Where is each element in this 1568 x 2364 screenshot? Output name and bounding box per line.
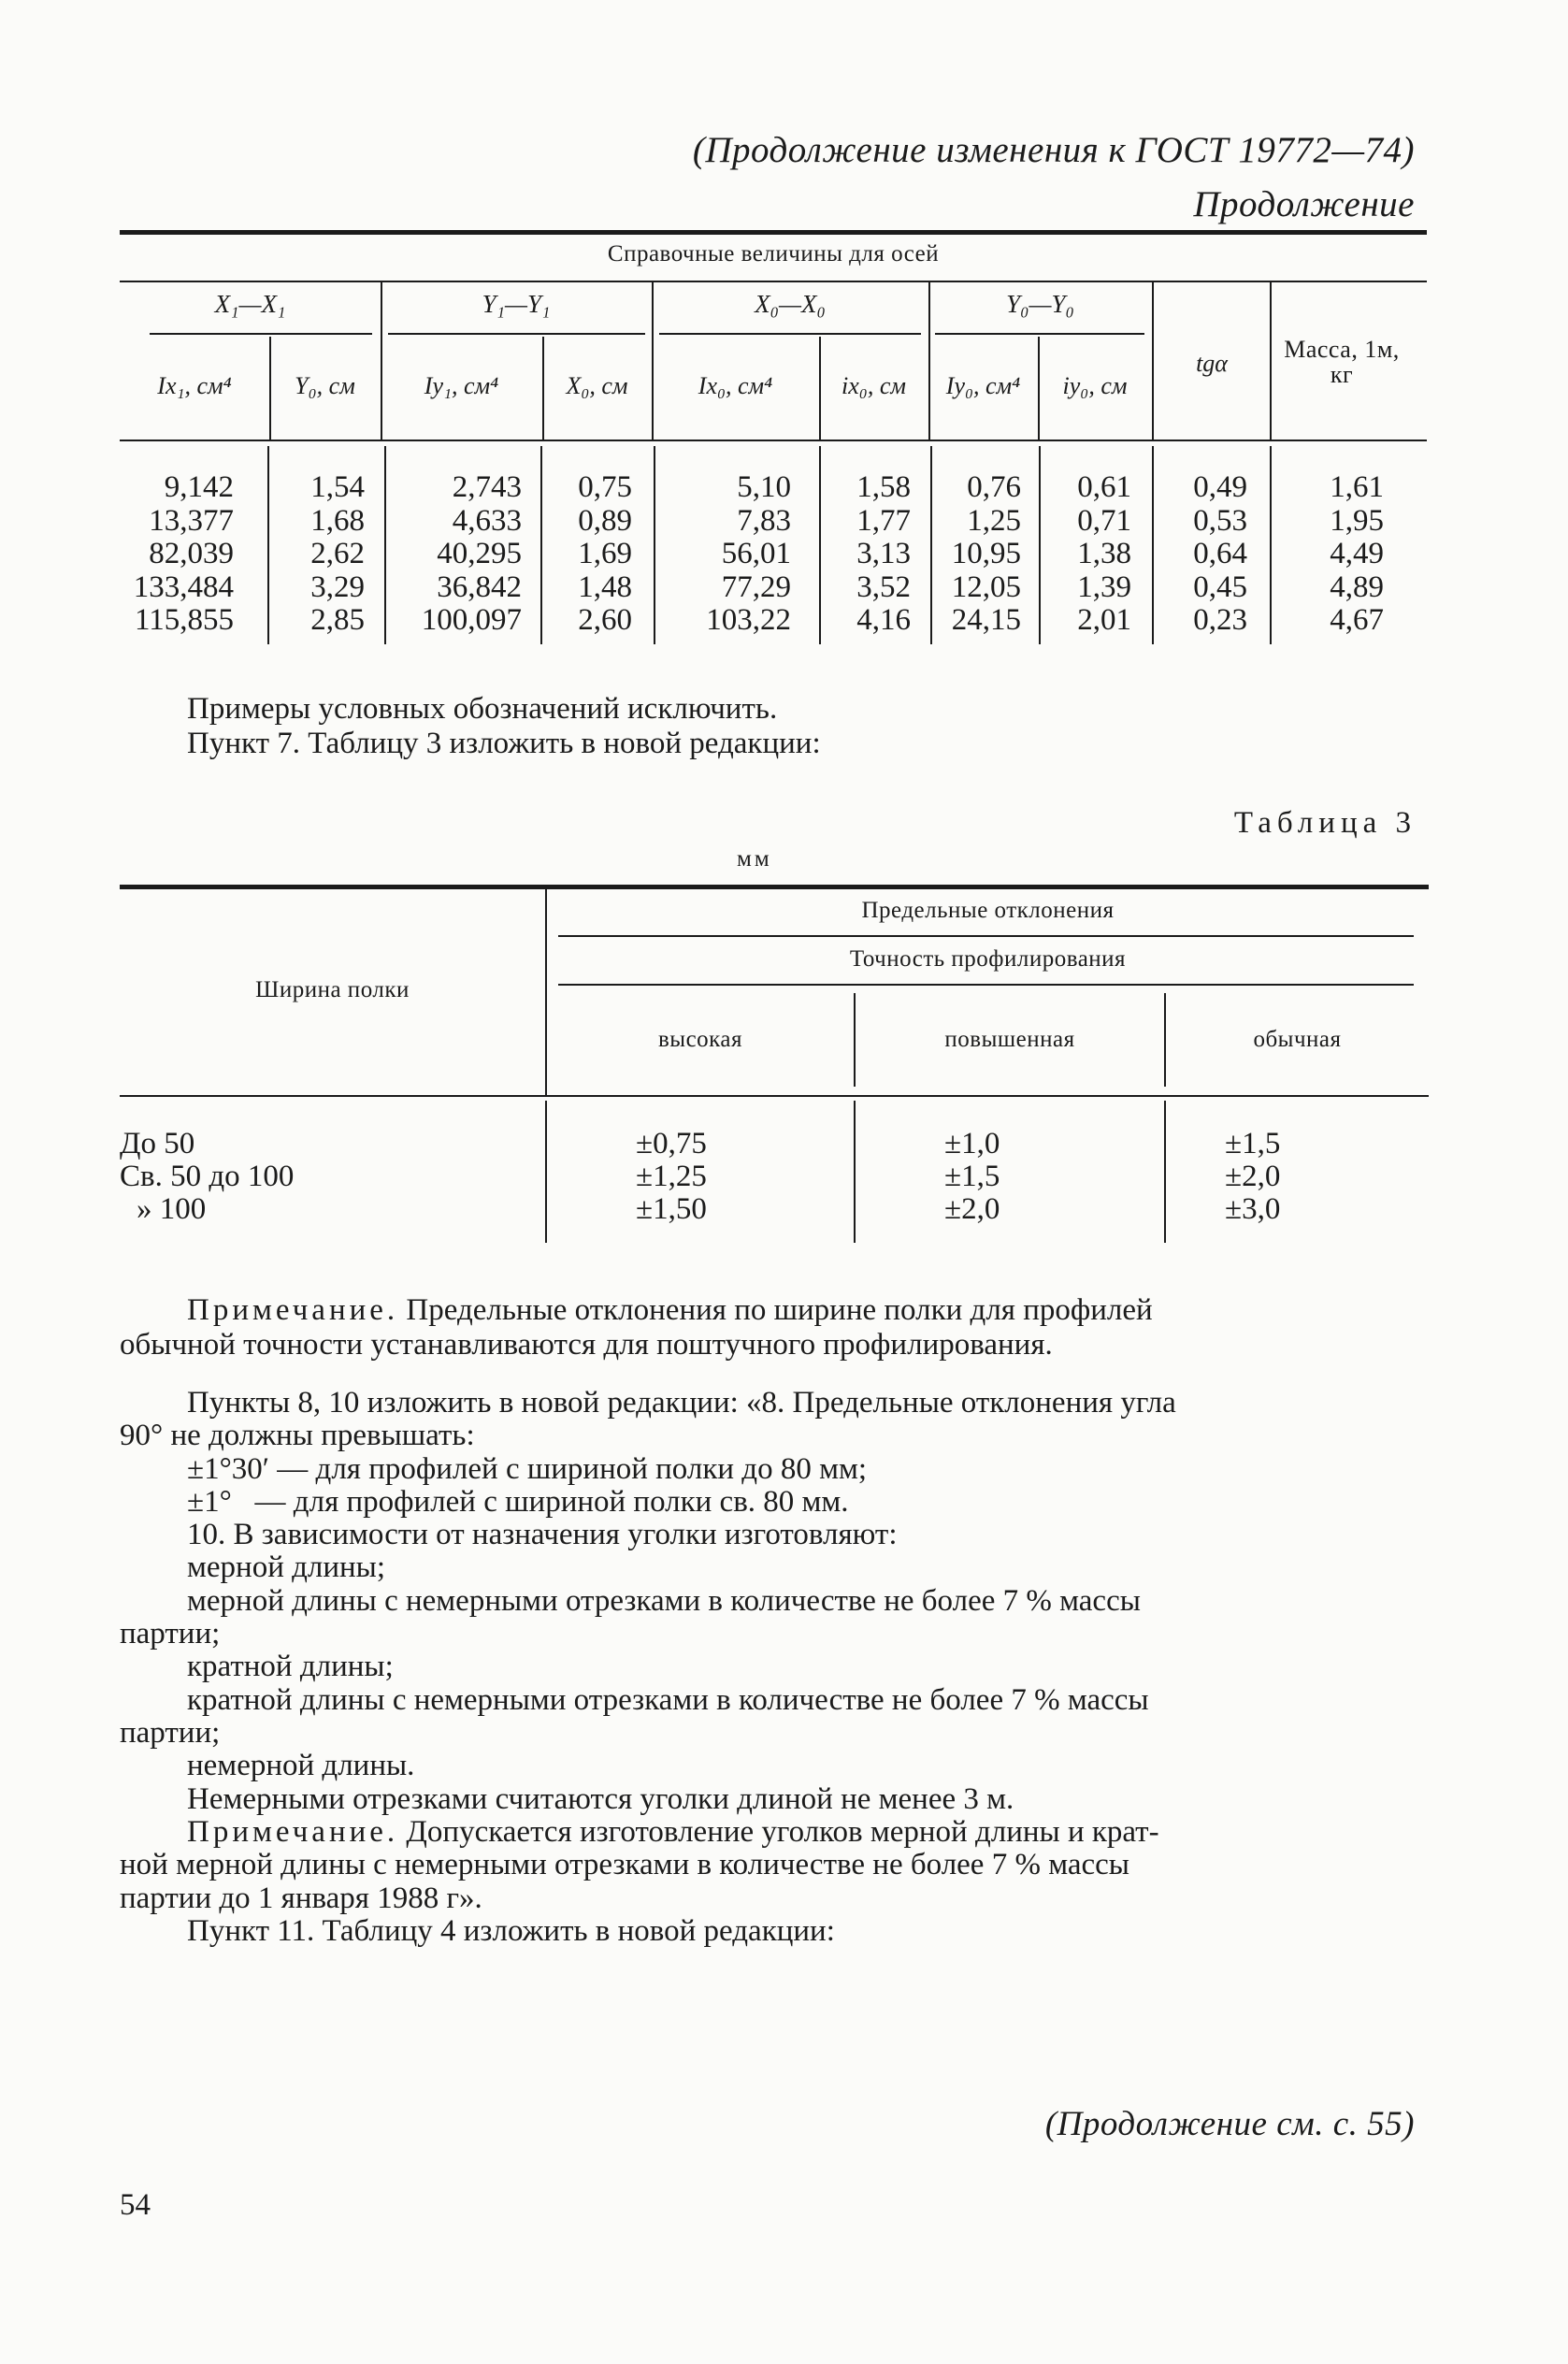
paragraph-examples-removed: Примеры условных обозначений исключить. [187, 692, 778, 726]
item-unmeasured-length: немерной длины. [187, 1749, 415, 1782]
table-cell: 1,38 [1077, 537, 1131, 570]
data-column-ix1 [112, 471, 234, 638]
accuracy-normal: обычная [1253, 1027, 1342, 1052]
table-cell: 2,62 [310, 537, 365, 570]
note1-line2: обычной точности устанавливаются для поштучного профилирования. [120, 1328, 1053, 1362]
table3-label: Таблица 3 [1233, 806, 1417, 840]
table-cell: ±1,0 [944, 1127, 1000, 1160]
col-iy0-moment: Iy₀, см⁴ [945, 372, 1021, 399]
item-measured-with-offcuts-cont: партии; [120, 1617, 221, 1650]
table3-unit: мм [737, 846, 772, 872]
group-underline [659, 333, 921, 335]
table-cell: 2,85 [310, 603, 365, 637]
continuation-title: (Продолжение изменения к ГОСТ 19772—74) [692, 130, 1415, 170]
item-measured-with-offcuts: мерной длины с немерными отрезками в количестве не более 7 % массы [187, 1584, 1141, 1618]
accuracy-high: высокая [657, 1027, 743, 1052]
table-row-label: » 100 [137, 1192, 207, 1226]
table3-divider [1164, 1101, 1166, 1243]
table3-header-rule [120, 1095, 1429, 1097]
table3-top-rule [120, 885, 1429, 889]
table3-divider [545, 1101, 547, 1243]
table-cell: ±2,0 [1225, 1160, 1281, 1193]
page-number: 54 [120, 2188, 151, 2222]
table3-divider [854, 1101, 856, 1243]
table-cell: 77,29 [721, 569, 791, 604]
table-cell: 36,842 [437, 569, 522, 604]
table-cell: 0,64 [1193, 537, 1247, 570]
table-cell: 4,16 [856, 603, 911, 637]
table-cell: 4,633 [452, 503, 522, 538]
data-column-mass [1290, 471, 1384, 638]
footer-continuation: (Продолжение см. с. 55) [1044, 2105, 1415, 2143]
table-cell: 103,22 [706, 603, 791, 637]
table-cell: 1,61 [1330, 470, 1384, 504]
table-cell: 3,52 [856, 569, 911, 604]
values-increased [944, 1128, 1000, 1226]
table-cell: 5,10 [737, 470, 791, 504]
table1-divider [654, 446, 655, 644]
paragraph-tolerance-1: ±1°30′ — для профилей с шириной полки до 80 мм; [187, 1452, 867, 1486]
table-cell: 4,49 [1330, 537, 1384, 570]
data-column-x0 [548, 471, 632, 638]
table-cell: 0,61 [1077, 470, 1131, 504]
table-cell: ±1,5 [1225, 1127, 1281, 1160]
table-cell: 9,142 [164, 470, 234, 504]
table-cell: 0,75 [578, 470, 632, 504]
table-cell: 12,05 [951, 569, 1021, 604]
table1-divider [267, 446, 269, 644]
note2-line3: партии до 1 января 1988 г». [120, 1881, 482, 1915]
table-cell: 0,71 [1077, 503, 1131, 538]
table-cell: ±3,0 [1225, 1192, 1281, 1226]
table-cell: 2,01 [1077, 603, 1131, 637]
table-cell: ±1,25 [636, 1160, 707, 1193]
paragraph-clauses-8-10: Пункты 8, 10 изложить в новой редакции: «8. Предельные отклонения угла [187, 1386, 1176, 1420]
header-deviations: Предельные отклонения [861, 898, 1115, 923]
group-x1: X₁—X₁ [214, 290, 286, 318]
paragraph-tolerance-2: ±1° — для профилей с шириной полки св. 80 мм. [187, 1485, 849, 1519]
table1-top-rule [120, 230, 1427, 235]
paragraph-clause-11: Пункт 11. Таблицу 4 изложить в новой редакции: [187, 1914, 835, 1948]
col-x0: X₀, см [566, 372, 628, 399]
table-cell: 133,484 [133, 569, 234, 604]
note2-line2: ной мерной длины с немерными отрезками в количестве не более 7 % массы [120, 1848, 1129, 1881]
table1-caption: Справочные величины для осей [607, 241, 940, 267]
group-y1: Y₁—Y₁ [482, 290, 551, 318]
table-cell: 100,097 [421, 603, 522, 637]
table-row-label: До 50 [120, 1127, 195, 1160]
data-column-iy0-moment [933, 471, 1021, 638]
group-underline [935, 333, 1144, 335]
values-normal [1225, 1128, 1280, 1226]
col-flange-width: Ширина полки [255, 977, 410, 1002]
table-cell: 0,89 [578, 503, 632, 538]
paragraph-clause-10: 10. В зависимости от назначения уголки изготовляют: [187, 1518, 898, 1551]
table-cell: 1,69 [578, 537, 632, 570]
table1-divider [1270, 446, 1272, 644]
note1-label: Примечание. [187, 1293, 399, 1327]
table-cell: ±2,0 [944, 1192, 1000, 1226]
data-column-iy0-radius [1043, 471, 1131, 638]
table-cell: 1,77 [856, 503, 911, 538]
table-cell: 2,743 [452, 470, 522, 504]
table1-divider [384, 446, 386, 644]
table-cell: 2,60 [578, 603, 632, 637]
table-cell: 4,67 [1330, 603, 1384, 637]
continuation-label: Продолжение [1193, 184, 1415, 224]
table-cell: 40,295 [437, 537, 522, 570]
item-measured-length: мерной длины; [187, 1550, 386, 1584]
table3-inner-rule [558, 984, 1414, 986]
table1-divider [1039, 446, 1041, 644]
table1-divider [1270, 282, 1272, 440]
table-cell: 115,855 [134, 603, 234, 637]
paragraph-clauses-8-10-cont: 90° не должны превышать: [120, 1419, 475, 1452]
table1-divider [819, 446, 821, 644]
width-rows [120, 1128, 294, 1226]
note1-line1 [187, 1293, 1153, 1328]
col-ix1: Ix₁, см⁴ [157, 372, 232, 399]
note2-label: Примечание. [187, 1815, 399, 1849]
table-cell: 1,58 [856, 470, 911, 504]
table-cell: 7,83 [737, 503, 791, 538]
table3-inner-rule [558, 935, 1414, 937]
table-cell: 3,29 [310, 569, 365, 604]
table-cell: ±0,75 [636, 1127, 707, 1160]
table-cell: 56,01 [721, 537, 791, 570]
item-multiple-with-offcuts: кратной длины с немерными отрезками в количестве не более 7 % массы [187, 1683, 1149, 1717]
table1-divider [930, 446, 932, 644]
table-cell: 0,45 [1193, 569, 1247, 604]
data-column-ix0-moment [660, 471, 791, 638]
group-x0: X₀—X₀ [755, 290, 826, 318]
table-cell: 1,68 [310, 503, 365, 538]
item-multiple-length: кратной длины; [187, 1650, 394, 1683]
col-ix0-radius: ix₀, см [842, 372, 906, 399]
note1-text: Предельные отклонения по ширине полки для профилей [398, 1293, 1153, 1327]
note2-text: Допускается изготовление уголков мерной длины и крат- [398, 1815, 1159, 1849]
data-column-iy1 [391, 471, 522, 638]
table-cell: 3,13 [856, 537, 911, 570]
table-cell: 1,39 [1077, 569, 1131, 604]
accuracy-increased: повышенная [944, 1027, 1075, 1052]
table-cell: 0,76 [967, 470, 1021, 504]
table-cell: 10,95 [951, 537, 1021, 570]
col-mass: Масса, 1м, кг [1284, 336, 1400, 388]
group-underline [388, 333, 645, 335]
table-cell: 1,48 [578, 569, 632, 604]
paragraph-offcuts-definition: Немерными отрезками считаются уголки длиной не менее 3 м. [187, 1782, 1014, 1816]
item-multiple-with-offcuts-cont: партии; [120, 1716, 221, 1750]
note2-line1 [187, 1815, 1159, 1850]
table-cell: 0,53 [1193, 503, 1247, 538]
table-cell: ±1,50 [636, 1192, 707, 1226]
table-cell: 4,89 [1330, 569, 1384, 604]
col-ix0-moment: Ix₀, см⁴ [698, 372, 773, 399]
paragraph-clause-7: Пункт 7. Таблицу 3 изложить в новой редакции: [187, 727, 821, 760]
table-row-label: Св. 50 до 100 [120, 1160, 295, 1193]
col-iy0-radius: iy₀, см [1062, 372, 1128, 399]
table1-caption-rule [120, 281, 1427, 282]
table-cell: 0,49 [1193, 470, 1247, 504]
table-cell: ±1,5 [944, 1160, 1000, 1193]
table-cell: 24,15 [951, 603, 1021, 637]
table-cell: 1,25 [967, 503, 1021, 538]
values-high [636, 1128, 707, 1226]
table1-divider [540, 446, 542, 644]
col-iy1: Iy₁, см⁴ [424, 372, 499, 399]
table-cell: 82,039 [149, 537, 234, 570]
table1-header-rule [120, 440, 1427, 441]
group-y0: Y₀—Y₀ [1006, 290, 1074, 318]
col-tg-alpha: tgα [1196, 350, 1228, 377]
data-column-tg-alpha [1159, 471, 1247, 638]
table-cell: 0,23 [1193, 603, 1247, 637]
table-cell: 1,95 [1330, 503, 1384, 538]
table-cell: 13,377 [149, 503, 234, 538]
table-cell: 1,54 [310, 470, 365, 504]
table1-divider [1152, 446, 1154, 644]
header-accuracy: Точность профилирования [849, 946, 1127, 972]
col-y0: Y₀, см [295, 372, 355, 399]
group-underline [150, 333, 372, 335]
data-column-y0 [277, 471, 365, 638]
data-column-ix0-radius [827, 471, 911, 638]
